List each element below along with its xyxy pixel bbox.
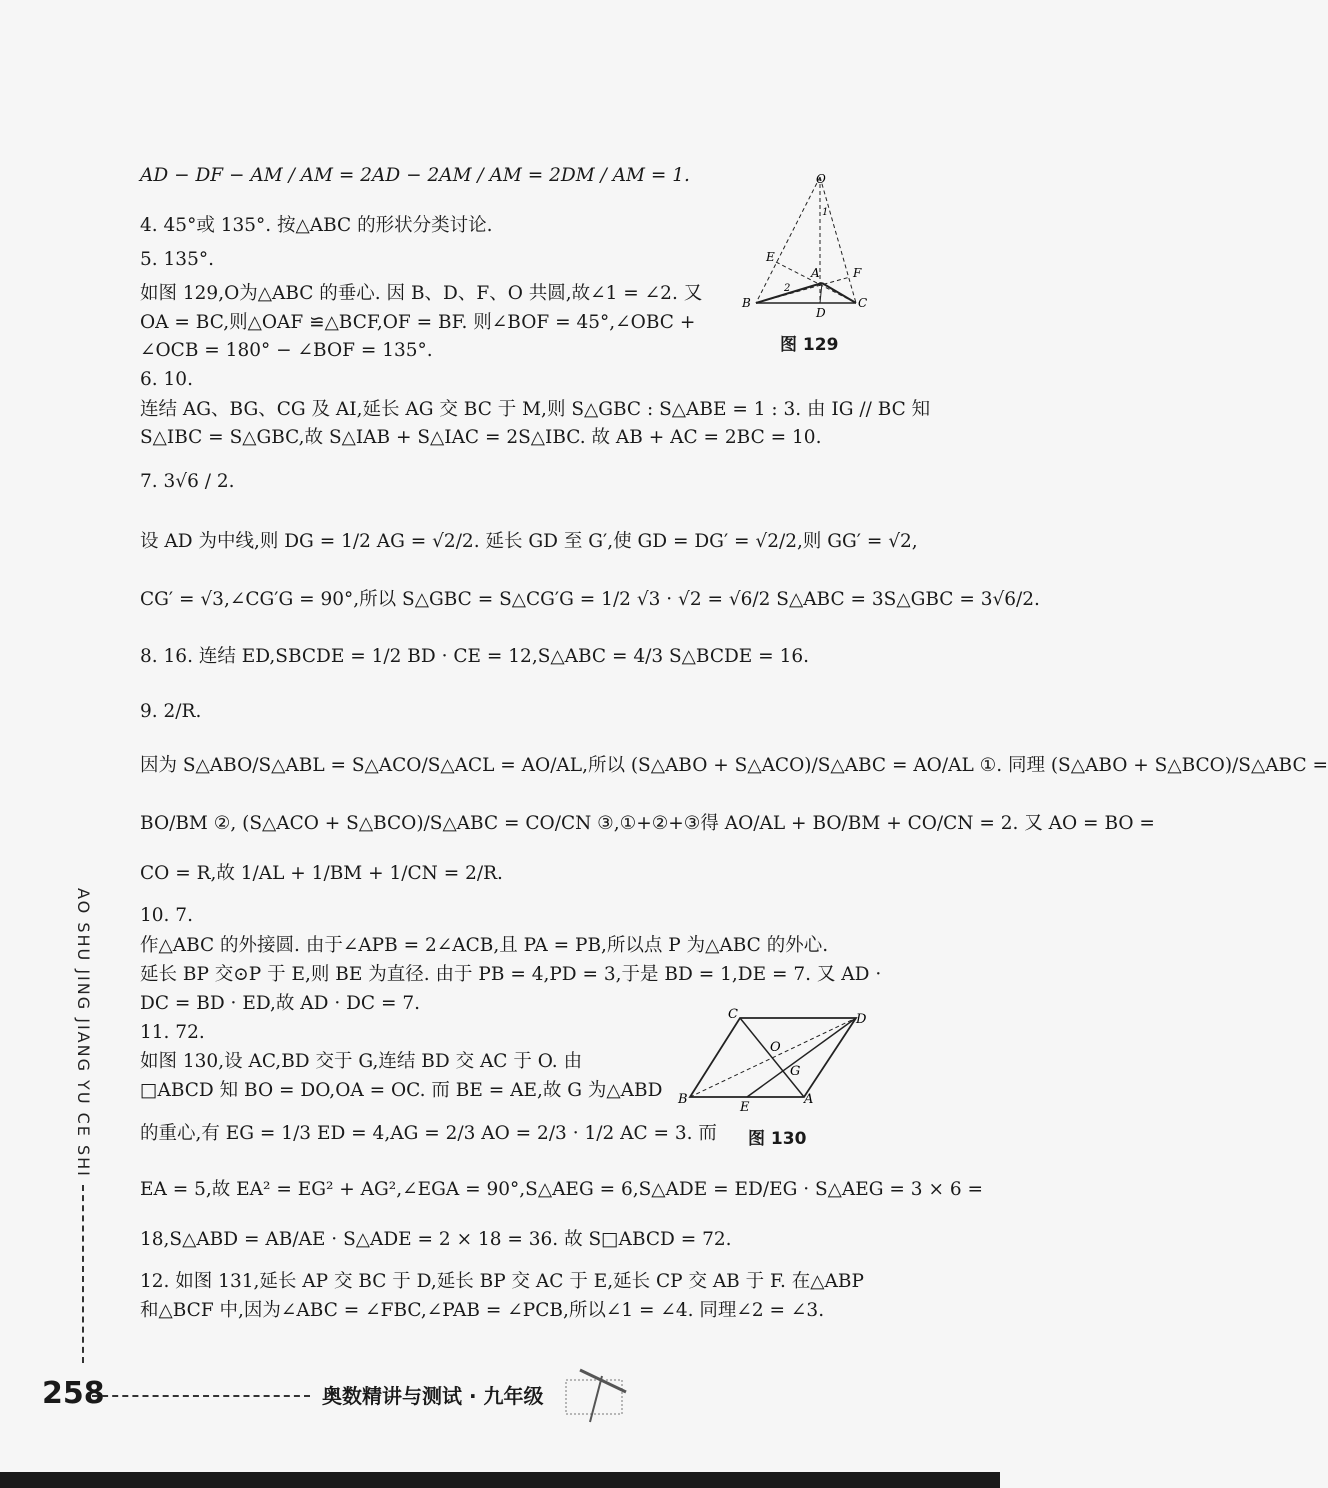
line-17: CO = R,故 1/AL + 1/BM + 1/CN = 2/R.	[140, 863, 503, 884]
line-2: 4. 45°或 135°. 按△ABC 的形状分类讨论.	[140, 215, 493, 236]
line-25: 的重心,有 EG = 1/3 ED = 4,AG = 2/3 AO = 2/3 · 1/2 AC = 3. 而	[140, 1123, 717, 1144]
line-7: 6. 10.	[140, 369, 193, 390]
book-title: 奥数精讲与测试 · 九年级	[322, 1384, 544, 1408]
fig130-label-E: E	[740, 1100, 750, 1115]
line-27: 18,S△ABD = AB/AE · S△ADE = 2 × 18 = 36. 故 S□ABCD = 72.	[140, 1229, 732, 1250]
fig130-label-B: B	[678, 1092, 688, 1107]
line-4: 如图 129,O为△ABC 的垂心. 因 B、D、F、O 共圆,故∠1 = ∠2. 又	[140, 283, 703, 304]
line-23: 如图 130,设 AC,BD 交于 G,连结 BD 交 AC 于 O. 由	[140, 1051, 583, 1072]
line-19: 作△ABC 的外接圆. 由于∠APB = 2∠ACB,且 PA = PB,所以点 P 为△ABC 的外心.	[140, 935, 829, 956]
fig130-label-C: C	[728, 1007, 738, 1022]
line-29: 和△BCF 中,因为∠ABC = ∠FBC,∠PAB = ∠PCB,所以∠1 = ∠4. 同理∠2 = ∠3.	[140, 1300, 825, 1321]
fig130-label-G: G	[790, 1064, 801, 1079]
line-22: 11. 72.	[140, 1022, 205, 1043]
line-8: 连结 AG、BG、CG 及 AI,延长 AG 交 BC 于 M,则 S△GBC : S△ABE = 1 : 3. 由 IG // BC 知	[140, 399, 931, 420]
scan-bottom-edge	[0, 1472, 1000, 1488]
line-5: OA = BC,则△OAF ≌△BCF,OF = BF. 则∠BOF = 45°,∠OBC +	[140, 312, 696, 333]
fig130-label-D: D	[856, 1012, 867, 1027]
line-1: AD − DF − AM / AM = 2AD − 2AM / AM = 2DM / AM = 1.	[140, 165, 690, 186]
figure-130	[676, 1005, 876, 1115]
fig129-label-1: 1	[822, 207, 829, 218]
footer-dashed-line	[92, 1395, 310, 1397]
line-15: 因为 S△ABO/S△ABL = S△ACO/S△ACL = AO/AL,所以 (S△ABO + S△ACO)/S△ABC = AO/AL ①. 同理 (S△ABO + S△BCO)/S△ABC =	[140, 755, 1328, 776]
figure-130-caption: 图 130	[748, 1129, 807, 1149]
fig129-label-D: D	[816, 306, 826, 320]
line-26: EA = 5,故 EA² = EG² + AG²,∠EGA = 90°,S△AEG = 6,S△ADE = ED/EG · S△AEG = 3 × 6 =	[140, 1179, 983, 1200]
line-9: S△IBC = S△GBC,故 S△IAB + S△IAC = 2S△IBC. 故 AB + AC = 2BC = 10.	[140, 427, 822, 448]
fig129-label-A: A	[811, 266, 820, 280]
fig130-label-A: A	[804, 1092, 814, 1107]
fig129-label-E: E	[766, 250, 775, 264]
pencil-logo	[560, 1352, 640, 1432]
fig129-label-O: O	[816, 172, 826, 186]
line-6: ∠OCB = 180° − ∠BOF = 135°.	[140, 340, 433, 361]
line-13: 8. 16. 连结 ED,SBCDE = 1/2 BD · CE = 12,S△ABC = 4/3 S△BCDE = 16.	[140, 646, 809, 667]
line-3: 5. 135°.	[140, 249, 214, 270]
line-21: DC = BD · ED,故 AD · DC = 7.	[140, 993, 420, 1014]
fig130-label-O: O	[770, 1040, 781, 1055]
line-14: 9. 2/R.	[140, 701, 202, 722]
line-28: 12. 如图 131,延长 AP 交 BC 于 D,延长 BP 交 AC 于 E,延长 CP 交 AB 于 F. 在△ABP	[140, 1271, 864, 1292]
fig129-label-F: F	[853, 266, 862, 280]
fig129-label-2: 2	[784, 283, 791, 294]
page-number: 258	[42, 1376, 105, 1411]
line-16: BO/BM ②, (S△ACO + S△BCO)/S△ABC = CO/CN ③,①+②+③得 AO/AL + BO/BM + CO/CN = 2. 又 AO = BO =	[140, 813, 1155, 834]
line-24: □ABCD 知 BO = DO,OA = OC. 而 BE = AE,故 G 为△ABD	[140, 1080, 663, 1101]
line-18: 10. 7.	[140, 905, 193, 926]
line-11: 设 AD 为中线,则 DG = 1/2 AG = √2/2. 延长 GD 至 G′,使 GD = DG′ = √2/2,则 GG′ = √2,	[140, 531, 918, 552]
fig129-label-C: C	[858, 296, 868, 310]
figure-129	[740, 165, 875, 325]
side-dashed-line	[82, 1185, 84, 1363]
figure-129-caption: 图 129	[780, 335, 839, 355]
line-10: 7. 3√6 / 2.	[140, 471, 235, 492]
side-vertical-text: AO SHU JING JIANG YU CE SHI	[74, 888, 93, 1178]
line-20: 延长 BP 交⊙P 于 E,则 BE 为直径. 由于 PB = 4,PD = 3,于是 BD = 1,DE = 7. 又 AD ·	[140, 964, 882, 985]
line-12: CG′ = √3,∠CG′G = 90°,所以 S△GBC = S△CG′G = 1/2 √3 · √2 = √6/2 S△ABC = 3S△GBC = 3√6/2.	[140, 589, 1040, 610]
fig129-label-B: B	[742, 296, 751, 310]
